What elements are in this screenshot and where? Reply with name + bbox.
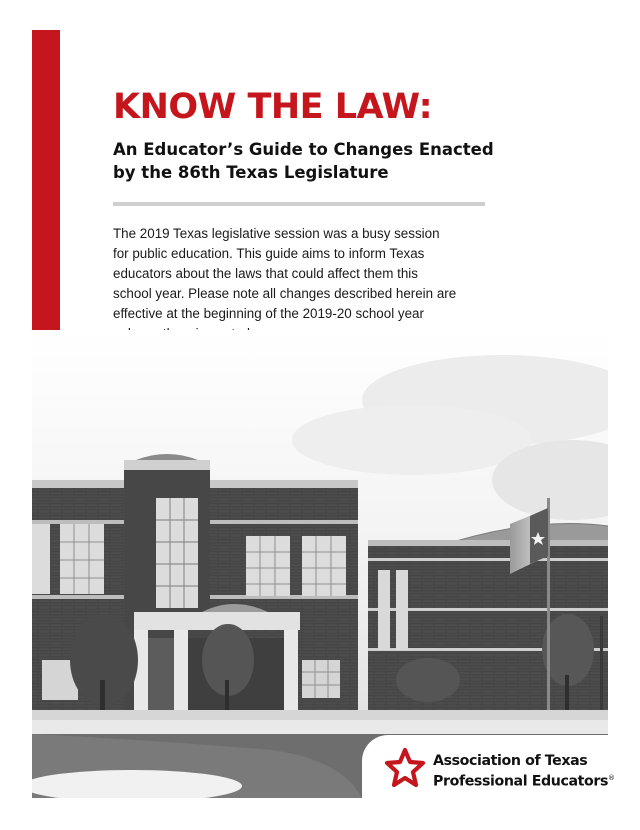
organization-name-line2 (433, 770, 615, 791)
registered-mark: ® (608, 774, 615, 782)
school-building-photo (32, 330, 608, 798)
divider-rule (113, 202, 485, 206)
page-subtitle: An Educator’s Guide to Changes Enacted by the 86th Texas Legislature (113, 140, 494, 182)
page-title: KNOW THE LAW: (113, 87, 433, 127)
intro-paragraph: The 2019 Texas legislative session was a busy session for public education. This guide aims to inform Texas educators about the laws that could affect them this school year. Please note all changes described herein are effective at the beginning of the 2019-20 school year (113, 226, 457, 321)
star-logo-icon (384, 748, 426, 788)
organization-name-line1: Association of Texas (433, 753, 588, 769)
organization-name-line2-text: Professional Educators (433, 773, 609, 790)
organization-name (433, 753, 615, 791)
